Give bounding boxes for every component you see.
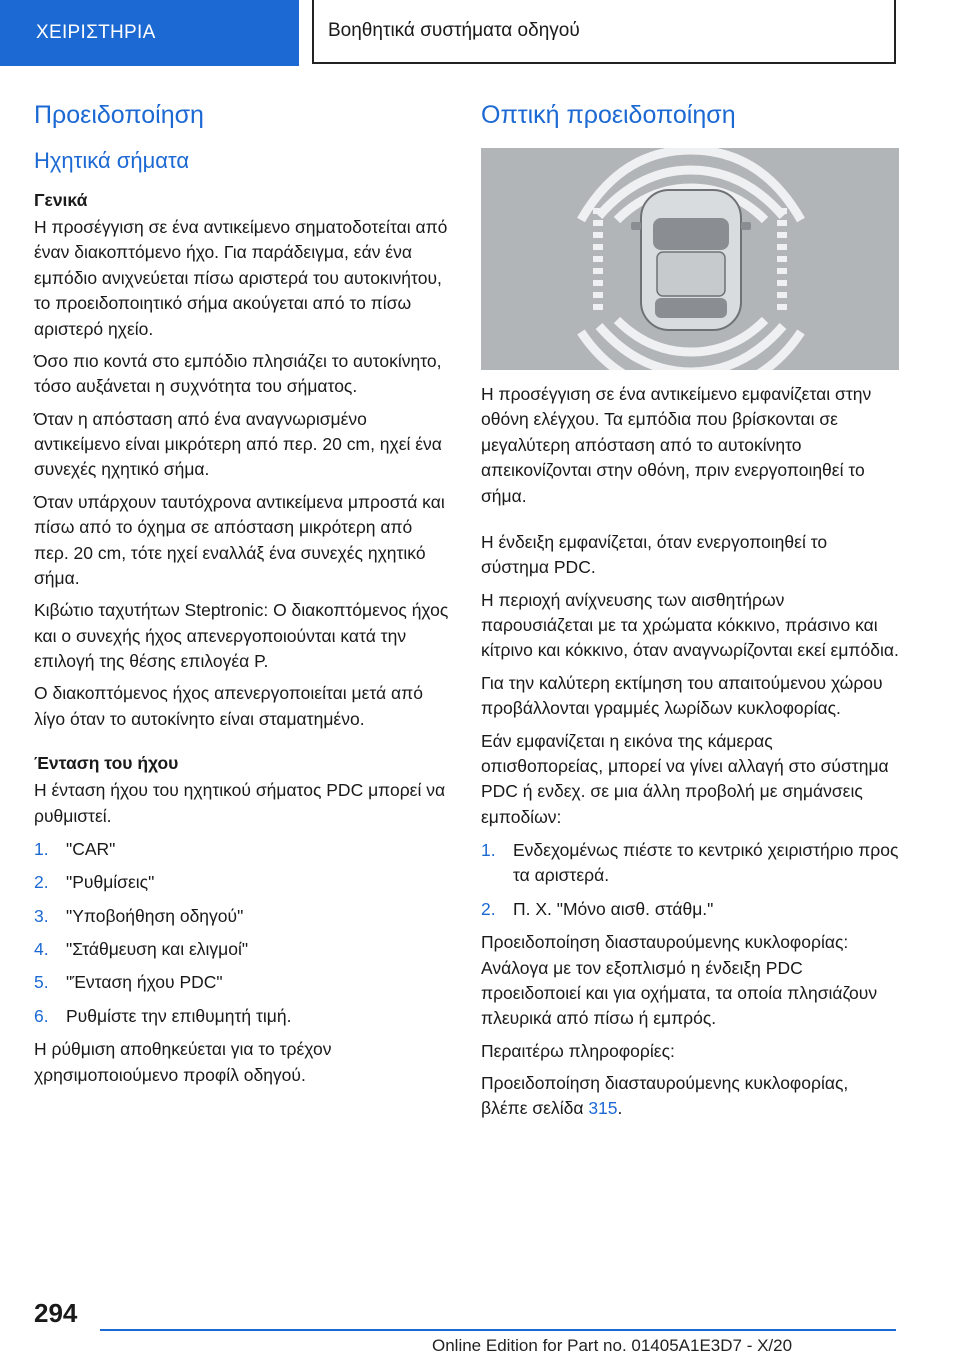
paragraph: Κιβώτιο ταχυτήτων Steptronic: Ο διακοπτόμενος ήχος και ο συνεχής ήχος απενεργοποιούνται κατά την επιλογή της θέσης επιλογέα P.	[34, 600, 449, 671]
step-number: 4.	[34, 939, 49, 959]
paragraph: Η προσέγγιση σε ένα αντικείμενο εμφανίζεται στην οθόνη ελέγχου. Τα εμπόδια που βρίσκονται σε μεγαλύτερη απόσταση από το αυτοκίνητο απεικονίζονται στην οθόνη, πριν ενεργοποιηθεί το σήμα.	[481, 384, 872, 506]
page-link[interactable]: 315	[588, 1098, 618, 1119]
reference-text: Προειδοποίηση διασταυρούμενης κυκλοφορίας, βλέπε σελίδα	[481, 1073, 849, 1119]
list-item	[34, 1004, 450, 1029]
step-text: "Υποβοήθηση οδηγού"	[66, 905, 244, 926]
list-item	[34, 970, 450, 995]
section-tab: ΧΕΙΡΙΣΤΗΡΙΑ	[0, 0, 299, 66]
page-header	[0, 0, 960, 66]
list-item	[481, 897, 899, 922]
step-text: "Ρυθμίσεις"	[66, 872, 155, 893]
footer-divider	[100, 1329, 896, 1331]
paragraph: Για την καλύτερη εκτίμηση του απαιτούμενου χώρου προβάλλονται γραμμές λωρίδων κυκλοφορίας.	[481, 672, 883, 719]
chapter-title: Βοηθητικά συστήματα οδηγού	[312, 0, 896, 64]
paragraph: Η προσέγγιση σε ένα αντικείμενο σηματοδοτείται από έναν διακοπτόμενο ήχο. Για παράδειγμα, εάν ένα εμπόδιο ανιχνεύεται πίσω αριστερά του αυτοκινήτου, το προειδοποιητικό σήμα ακούγεται από το πίσω αριστερό ηχείο.	[34, 217, 448, 339]
step-text: Ρυθμίστε την επιθυμητή τιμή.	[66, 1005, 292, 1026]
step-number: 3.	[34, 905, 49, 926]
paragraph: Όταν η απόσταση από ένα αναγνωρισμένο αντικείμενο είναι μικρότερη από περ. 20 cm, ηχεί ένα συνεχές ηχητικό σήμα.	[34, 408, 442, 480]
step-number: 1.	[34, 838, 49, 859]
step-number: 2.	[481, 898, 496, 919]
section-title: Οπτική προειδοποίηση	[481, 101, 736, 129]
paragraph: Η περιοχή ανίχνευσης των αισθητήρων παρουσιάζεται με τα χρώματα κόκκινο, πράσινο και κίτρινο και κόκκινο, όταν αναγνωρίζονται εκεί εμπόδια.	[481, 589, 899, 661]
car-parking-sensor-icon	[481, 148, 899, 370]
step-number: 2.	[34, 872, 49, 893]
list-item	[34, 937, 450, 962]
step-number: 5.	[34, 972, 49, 993]
reference-paragraph	[481, 1071, 899, 1122]
list-item	[481, 838, 899, 889]
paragraph: Όσο πιο κοντά στο εμπόδιο πλησιάζει το αυτοκίνητο, τόσο αυξάνεται η συχνότητα του σήματος.	[34, 350, 442, 397]
step-text: Ενδεχομένως πιέστε το κεντρικό χειριστήριο προς τα αριστερά.	[513, 840, 899, 886]
step-number: 1.	[481, 840, 496, 860]
paragraph: Περαιτέρω πληροφορίες:	[481, 1040, 675, 1061]
paragraph: Η ρύθμιση αποθηκεύεται για το τρέχον χρησιμοποιούμενο προφίλ οδηγού.	[34, 1039, 332, 1085]
pdc-display-illustration	[481, 148, 899, 370]
left-column	[34, 100, 450, 1095]
paragraph: Η ένδειξη εμφανίζεται, όταν ενεργοποιηθεί το σύστημα PDC.	[481, 531, 828, 578]
subsection-title: Ηχητικά σήματα	[34, 148, 190, 173]
paragraph: Προειδοποίηση διασταυρούμενης κυκλοφορίας: Ανάλογα με τον εξοπλισμό η ένδειξη PDC προειδοποιεί και για οχήματα, τα οποία πλησιάζουν πλευρικά από πίσω ή εμπρός.	[481, 932, 878, 1029]
edition-info: Online Edition for Part no. 01405A1E3D7 - X/20	[432, 1336, 793, 1355]
section-title: Προειδοποίηση	[34, 101, 204, 129]
list-item	[34, 870, 450, 895]
paragraph: Η ένταση ήχου του ηχητικού σήματος PDC μπορεί να ρυθμιστεί.	[34, 780, 446, 826]
volume-heading: Ένταση του ήχου	[34, 753, 179, 774]
view-steps	[481, 838, 899, 922]
paragraph: Όταν υπάρχουν ταυτόχρονα αντικείμενα μπροστά και πίσω από το όχημα σε απόσταση μικρότερη από περ. 20 cm, τότε ηχεί εναλλάξ ένα συνεχές ηχητικό σήμα.	[34, 491, 445, 588]
list-item	[34, 904, 450, 929]
paragraph: Ο διακοπτόμενος ήχος απενεργοποιείται μετά από λίγο όταν το αυτοκίνητο είναι σταματημένο.	[34, 683, 423, 729]
list-item	[34, 837, 450, 862]
reference-end: .	[617, 1098, 623, 1119]
right-column	[481, 100, 899, 1129]
step-text: Π. Χ. "Μόνο αισθ. στάθμ."	[513, 898, 714, 919]
page-number: 294	[34, 1298, 78, 1328]
general-heading: Γενικά	[34, 190, 88, 210]
step-text: "Ένταση ήχου PDC"	[66, 972, 223, 993]
step-text: "Στάθμευση και ελιγμοί"	[66, 939, 249, 959]
step-number: 6.	[34, 1005, 49, 1026]
step-text: "CAR"	[66, 838, 116, 859]
volume-steps	[34, 837, 450, 1029]
paragraph: Εάν εμφανίζεται η εικόνα της κάμερας οπισθοπορείας, μπορεί να γίνει αλλαγή στο σύστημα PDC ή ενδεχ. σε μια άλλη προβολή με σημάνσεις εμποδίων:	[481, 730, 889, 827]
